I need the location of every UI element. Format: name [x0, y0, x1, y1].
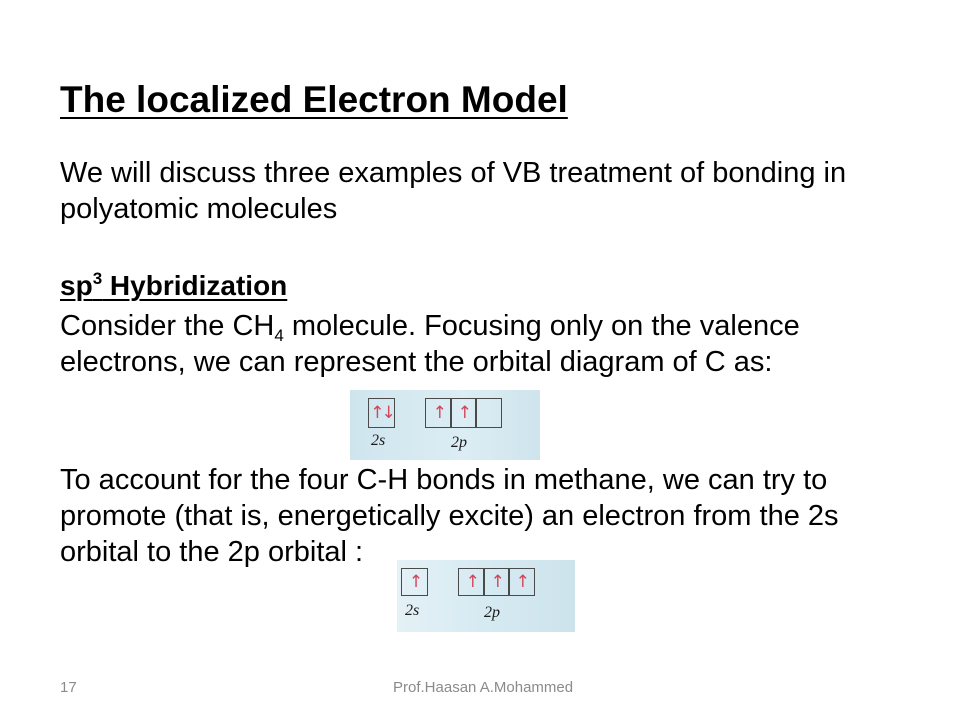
consider-line-2: electrons, we can represent the orbital diagram of C as:	[60, 346, 773, 378]
intro-line-1: We will discuss three examples of VB treatment of bonding in	[60, 157, 847, 189]
orbital-label-2p: 2p	[484, 604, 500, 621]
consider-text-a: Consider the CH	[60, 310, 275, 342]
consider-paragraph	[60, 308, 800, 380]
orbital-box-2s: ↑↓	[368, 398, 395, 428]
slide-title: The localized Electron Model	[60, 79, 568, 120]
orbital-diagram-ground-state	[350, 390, 540, 460]
ch4-subscript: 4	[274, 326, 284, 345]
orbital-label-2s: 2s	[405, 602, 420, 619]
orbital-group-2p	[425, 398, 502, 428]
consider-text-b: molecule. Focusing only on the valence	[283, 310, 800, 342]
promote-line-2: promote (that is, energetically excite) an electron from the 2s	[60, 500, 839, 532]
orbital-box-2p-1: ↑	[458, 568, 485, 596]
promote-paragraph	[60, 462, 839, 570]
intro-line-2: polyatomic molecules	[60, 193, 338, 225]
promote-line-1: To account for the four C-H bonds in methane, we can try to	[60, 464, 828, 496]
orbital-box-2p-2: ↑	[483, 568, 510, 596]
footer-author: Prof.Haasan A.Mohammed	[393, 679, 574, 696]
heading-rest: Hybridization	[102, 270, 288, 301]
orbital-label-2p: 2p	[451, 434, 467, 451]
consider-line-1	[60, 308, 800, 344]
orbital-box-2s: ↑	[401, 568, 428, 596]
slide-number: 17	[60, 679, 77, 696]
section-heading-sp3	[60, 268, 287, 304]
intro-paragraph	[60, 155, 846, 227]
orbital-box-2p-3: ↑	[508, 568, 535, 596]
promote-line-3: orbital to the 2p orbital :	[60, 536, 364, 568]
orbital-box-2p-2: ↑	[450, 398, 477, 428]
orbital-box-2p-1: ↑	[425, 398, 452, 428]
orbital-box-2p-3	[475, 398, 502, 428]
orbital-label-2s: 2s	[371, 432, 386, 449]
orbital-group-2p	[458, 568, 535, 596]
heading-superscript: 3	[92, 269, 103, 288]
heading-base: sp	[60, 270, 93, 301]
orbital-diagram-excited-state	[397, 560, 575, 632]
